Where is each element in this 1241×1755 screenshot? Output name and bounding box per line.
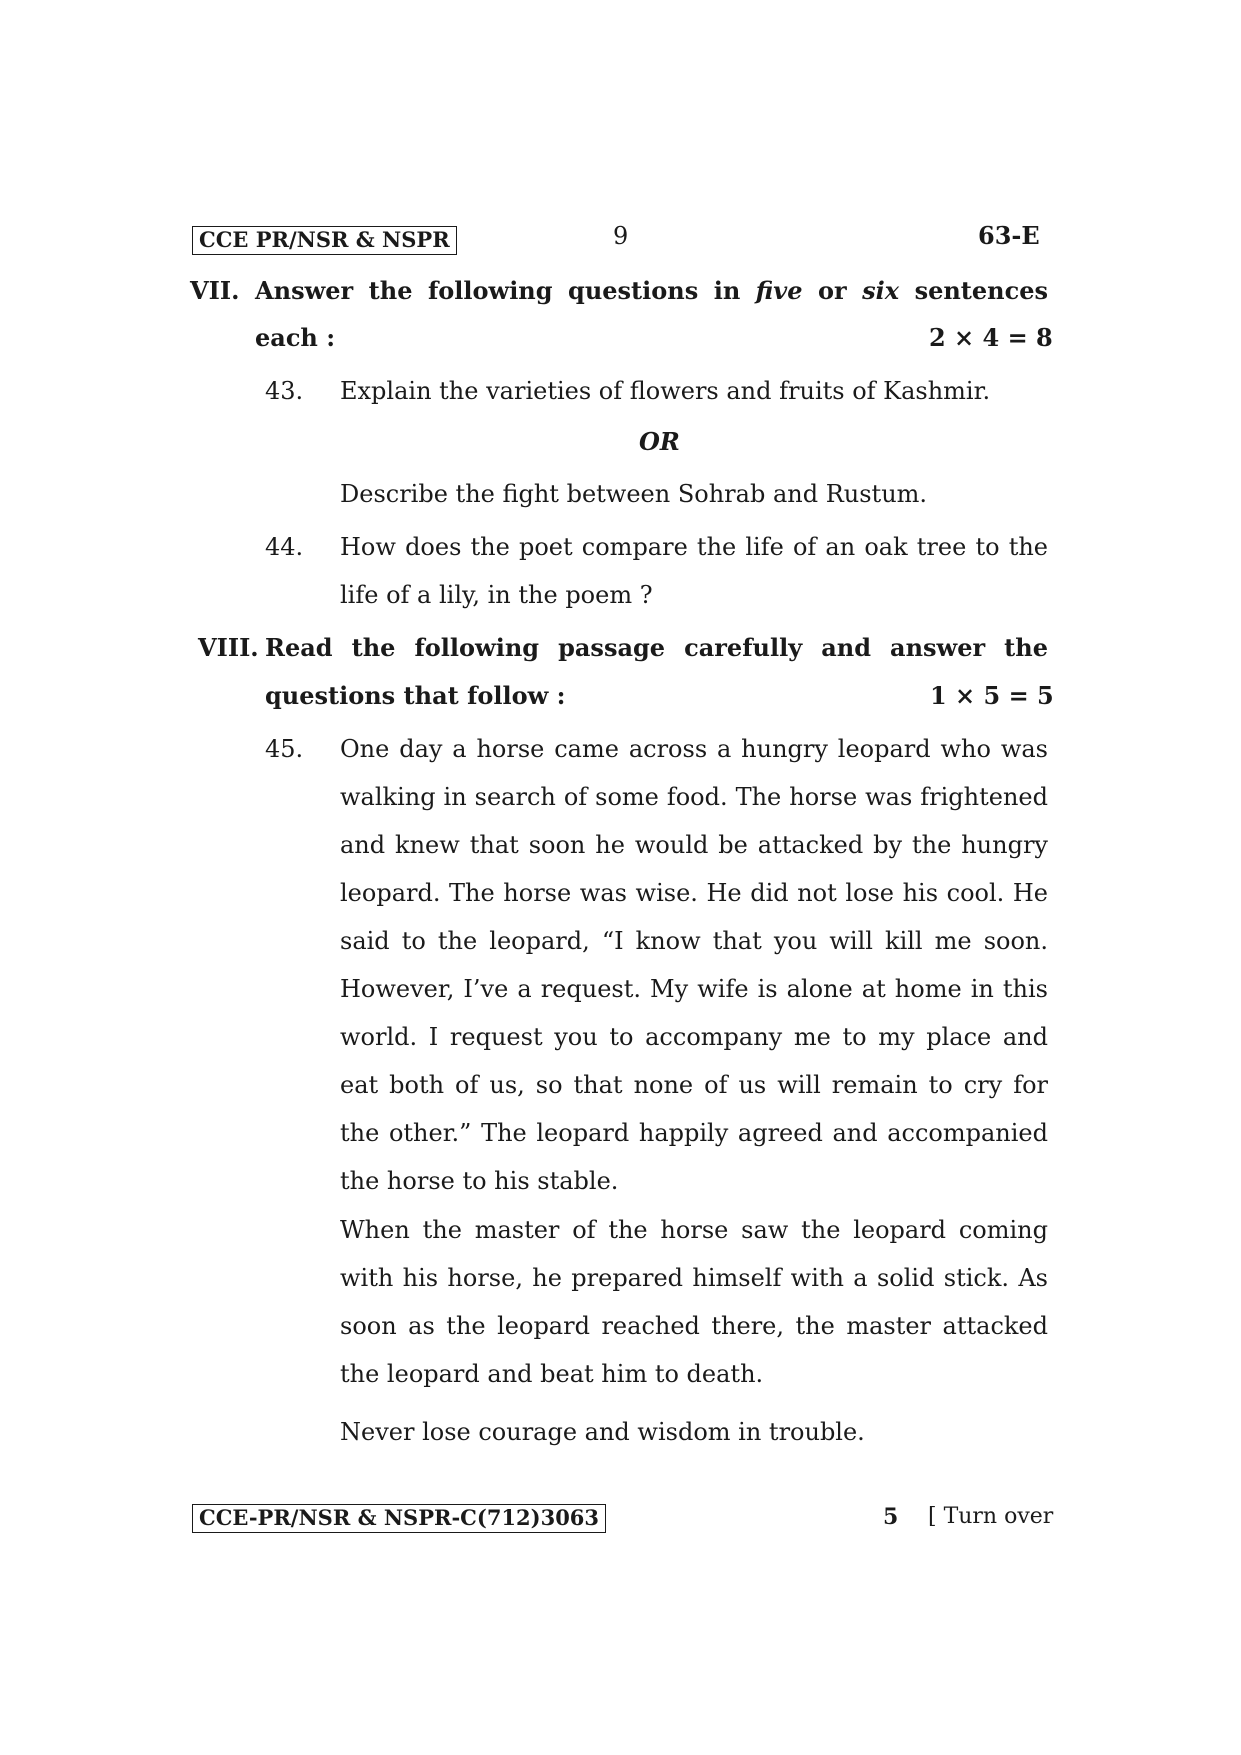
word-six: six [862,276,900,305]
turn-over: [ Turn over [928,1504,1054,1529]
or-label-text: OR [639,427,680,456]
section-vii-instruction-line2: each : [255,323,336,352]
sheet-number: 5 [883,1504,899,1530]
section-vii-marks: 2 × 4 = 8 [929,323,1053,352]
q44-line1: How does the poet compare the life of an oak tree to the [340,533,1048,561]
section-viii-marks: 1 × 5 = 5 [930,681,1054,710]
section-vii-numeral: VII. [190,276,240,305]
q43-text: Explain the varieties of flowers and fruits of Kashmir. [340,377,991,405]
q44-line2: life of a lily, in the poem ? [340,581,653,609]
q45-paragraph2: When the master of the horse saw the leopard coming with his horse, he prepared himself with a solid stick. As soon as the leopard reached there, the master attacked the leopard and beat him to death. [340,1216,1048,1388]
q45-number: 45. [265,735,304,763]
header-code-box: CCE PR/NSR & NSPR [192,226,457,255]
page-number: 9 [613,222,629,250]
section-viii-numeral: VIII. [198,633,259,662]
q45-paragraph3: Never lose courage and wisdom in trouble. [340,1418,865,1446]
footer-code-box: CCE-PR/NSR & NSPR-C(712)3063 [192,1504,606,1533]
instruction-part1: Answer the following questions in [255,276,741,305]
or-label [639,427,680,457]
q44-number: 44. [265,533,304,561]
instruction-part2: sentences [914,276,1048,305]
q43-number: 43. [265,377,304,405]
word-five: five [755,276,803,305]
q43-alt-text: Describe the fight between Sohrab and Rustum. [340,480,928,508]
section-viii-instruction-line2: questions that follow : [265,681,566,710]
section-vii-instruction [255,276,1048,306]
word-or: or [817,276,847,305]
section-viii-instruction-line1: Read the following passage carefully and answer the [265,633,1048,662]
q45-paragraph1: One day a horse came across a hungry leopard who was walking in search of some food. The horse was frightened and knew that soon he would be attacked by the hungry leopard. The horse was wise. He did not lose his cool. He said to the leopard, “I know that you will kill me soon. However, I’ve a request. My wife is alone at home in this world. I request you to accompany me to my place and eat both of us, so that none of us will remain to cry for the other.” The leopard happily agreed and accompanied the horse to his stable. [340,735,1048,1195]
paper-code: 63-E [978,221,1040,250]
